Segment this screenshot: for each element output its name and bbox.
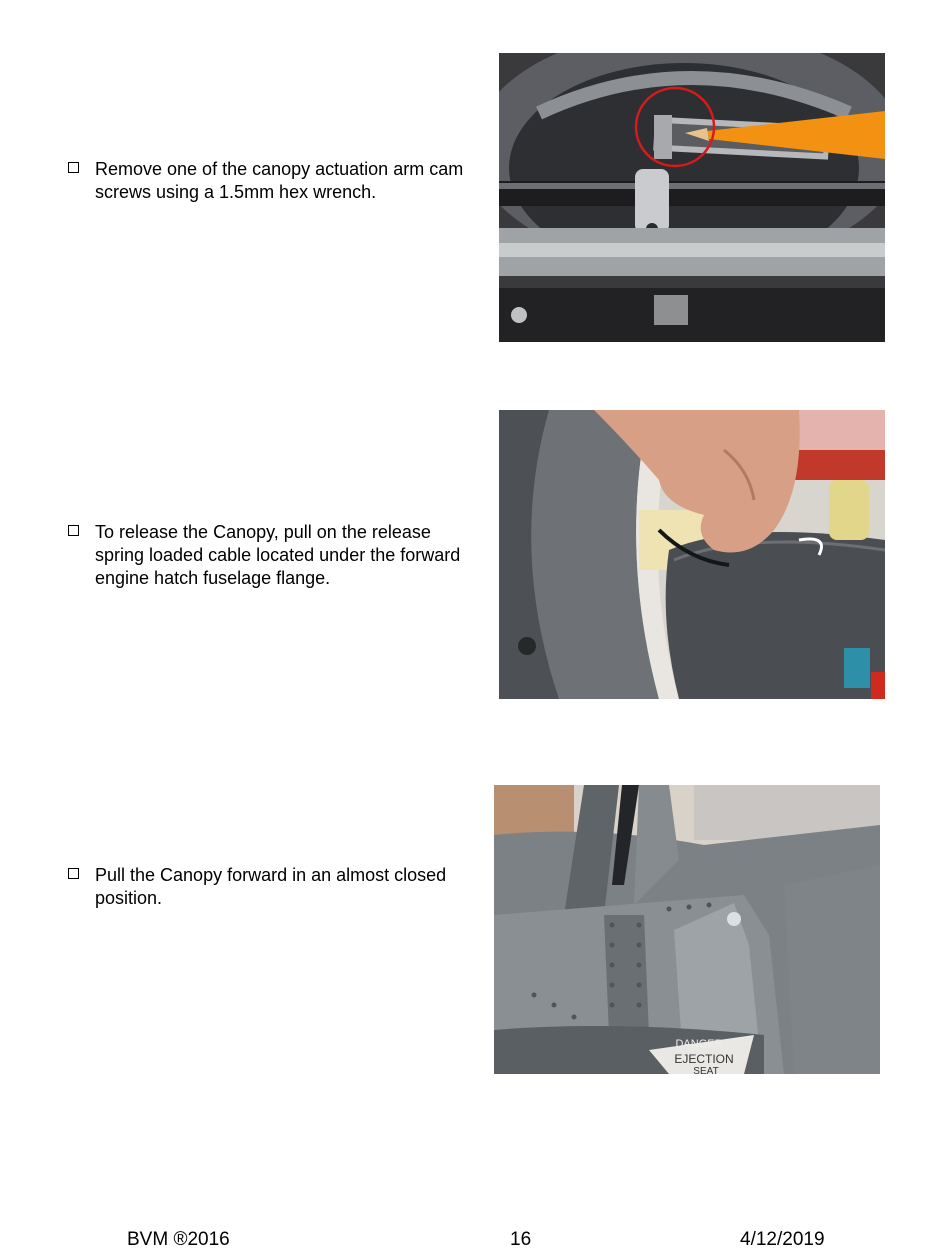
step-2-text: To release the Canopy, pull on the release spring loaded cable located under the forward engine hatch fuselage flange. — [95, 522, 461, 588]
step-1 — [68, 158, 478, 204]
canopy-forward-photo-icon — [494, 785, 880, 1074]
footer-date: 4/12/2019 — [740, 1229, 825, 1250]
photo-cam-screw — [499, 53, 885, 342]
photo-release-cable — [499, 410, 885, 699]
step-1-text: Remove one of the canopy actuation arm cam screws using a 1.5mm hex wrench. — [95, 159, 464, 202]
decal-danger: DANGER — [675, 1038, 723, 1050]
decal-ejection: EJECTION — [674, 1052, 734, 1066]
footer-copyright: BVM ®2016 — [127, 1229, 230, 1250]
footer-page-number: 16 — [510, 1229, 532, 1250]
step-3-text: Pull the Canopy forward in an almost closed position. — [95, 865, 447, 908]
checkbox-icon[interactable] — [68, 868, 79, 879]
step-3 — [68, 864, 478, 910]
cam-screw-photo-icon — [499, 53, 885, 342]
release-cable-photo-icon — [499, 410, 885, 699]
decal-seat: SEAT — [693, 1066, 719, 1074]
step-2 — [68, 521, 478, 590]
checkbox-icon[interactable] — [68, 525, 79, 536]
photo-canopy-forward — [494, 785, 880, 1074]
checkbox-icon[interactable] — [68, 162, 79, 173]
